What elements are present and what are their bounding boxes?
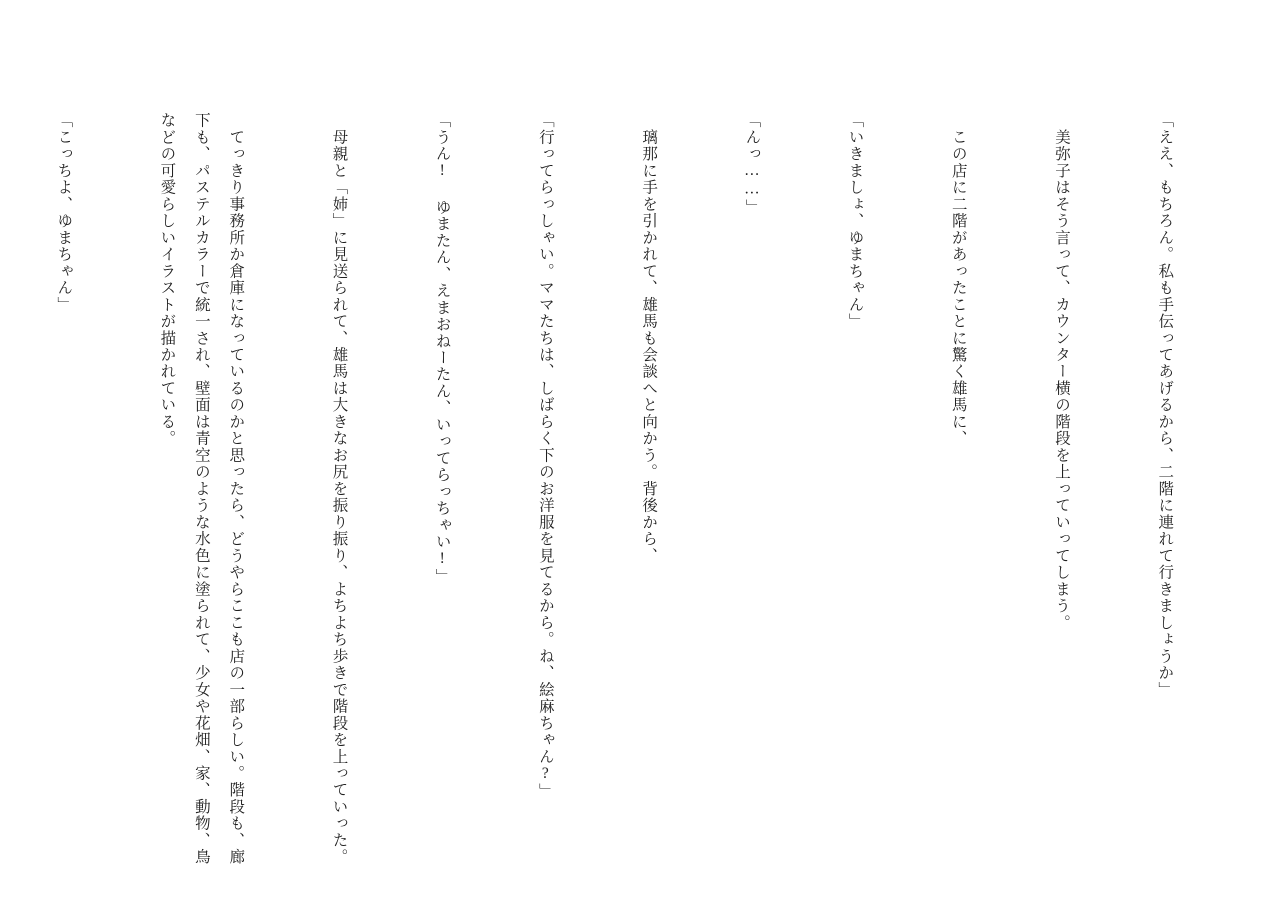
novel-text-body bbox=[0, 112, 1250, 872]
paragraph: この店に二階があったことに驚く雄馬に、 bbox=[949, 112, 967, 447]
paragraph: 「うん! ゆまたん、えまおねーたん、いってらっちゃい!」 bbox=[433, 112, 451, 586]
paragraph: 「ええ、もちろん。私も手伝ってあげるから、二階に連れて行きましょうか」 bbox=[1156, 112, 1174, 698]
paragraph: 璃那に手を引かれて、雄馬も会談へと向かう。背後から、 bbox=[640, 112, 658, 564]
paragraph: 「んっ……」 bbox=[743, 112, 761, 216]
paragraph: てっきり事務所か倉庫になっているのかと思ったら、どうやらここも店の一部らしい。階段も、廊下も、パステルカラーで統一され、壁面は青空のような水色に塗られて、少女や花畑、家、動物、鳥などの可愛らしいイラストが描かれている。 bbox=[158, 112, 245, 866]
paragraph: 「こっちよ、ゆまちゃん」 bbox=[55, 112, 73, 313]
paragraph: 美弥子はそう言って、カウンター横の階段を上っていってしまう。 bbox=[1052, 112, 1070, 631]
paragraph: 母親と「姉」に見送られて、雄馬は大きなお尻を振り振り、よちよち歩きで階段を上っていった。 bbox=[330, 112, 348, 866]
paragraph: 「いきましょ、ゆまちゃん」 bbox=[846, 112, 864, 330]
paragraph: 「行ってらっしゃい。ママたちは、しばらく下のお洋服を見てるから。ね、絵麻ちゃん?」 bbox=[536, 112, 554, 800]
